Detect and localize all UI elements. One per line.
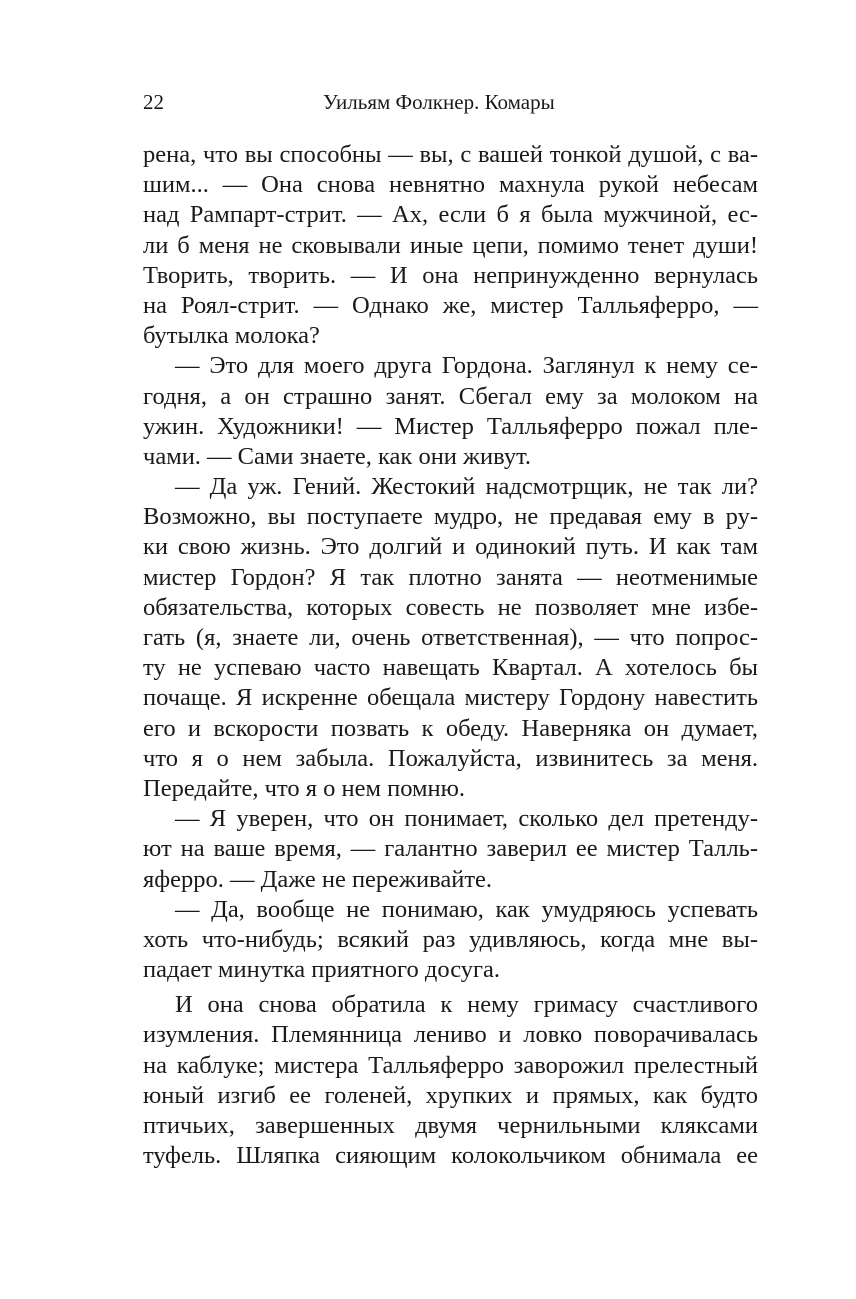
text-line: — Это для моего друга Гордона. Заглянул к нему се-: [175, 352, 758, 380]
text-line: обязательства, которых совесть не позволяет мне избе-: [143, 593, 758, 621]
text-line: яферро. — Даже не переживайте.: [143, 865, 493, 893]
text-line: птичьих, завершенных двумя чернильными кляксами: [143, 1112, 758, 1139]
text-line: что я о нем забыла. Пожалуйста, извинитесь за меня.: [143, 744, 758, 772]
text-line: ки свою жизнь. Это долгий и одинокий путь. И как там: [143, 533, 758, 561]
page-number: 22: [143, 90, 164, 114]
running-title: Уильям Фолкнер. Комары: [323, 90, 555, 114]
text-line: годня, а он страшно занят. Сбегал ему за молоком на: [143, 382, 758, 410]
text-line: — Я уверен, что он понимает, сколько дел претенду-: [175, 805, 758, 833]
text-line: на Роял-стрит. — Однако же, мистер Талльяферро, —: [143, 291, 758, 319]
text-line: бутылка молока?: [143, 322, 320, 350]
text-line: юный изгиб ее голеней, хрупких и прямых, как будто: [143, 1081, 758, 1109]
text-line: чами. — Сами знаете, как они живут.: [143, 442, 532, 470]
text-line: мистер Гордон? Я так плотно занята — неотменимые: [143, 563, 758, 591]
text-line: изумления. Племянница лениво и ловко поворачивалась: [143, 1021, 758, 1049]
body-text: [143, 140, 758, 1171]
text-line: Возможно, вы поступаете мудро, не предавая ему в ру-: [143, 503, 758, 531]
text-line: хоть что-нибудь; всякий раз удивляюсь, когда мне вы-: [143, 925, 758, 953]
text-line: почаще. Я искренне обещала мистеру Гордону навестить: [143, 684, 758, 712]
text-line: шим... — Она снова невнятно махнула рукой небесам: [143, 171, 758, 199]
text-line: ют на ваше время, — галантно заверил ее мистер Талль-: [143, 835, 758, 863]
text-line: Творить, творить. — И она непринужденно вернулась: [143, 261, 758, 289]
text-line: — Да уж. Гений. Жестокий надсмотрщик, не так ли?: [175, 473, 758, 501]
text-line: гать (я, знаете ли, очень ответственная), — что попрос-: [143, 624, 758, 651]
page-header: [143, 90, 758, 120]
text-line: на каблуке; мистера Талльяферро заворожил прелестный: [143, 1051, 758, 1079]
text-line: туфель. Шляпка сияющим колокольчиком обнимала ее: [143, 1142, 758, 1170]
text-line: Передайте, что я о нем помню.: [143, 774, 466, 802]
text-line: падает минутка приятного досуга.: [143, 956, 501, 984]
text-line: его и вскорости позвать к обеду. Наверняка он думает,: [143, 714, 758, 742]
text-line: ту не успеваю часто навещать Квартал. А хотелось бы: [143, 654, 758, 682]
text-line: ли б меня не сковывали иные цепи, помимо тенет души!: [143, 231, 758, 259]
text-line: ужин. Художники! — Мистер Талльяферро пожал пле-: [143, 412, 758, 440]
text-line: — Да, вообще не понимаю, как умудряюсь успевать: [175, 895, 758, 923]
text-line: И она снова обратила к нему гримасу счастливого: [175, 991, 758, 1019]
text-line: рена, что вы способны — вы, с вашей тонкой душой, с ва-: [143, 141, 758, 168]
text-line: над Рампарт-стрит. — Ах, если б я была мужчиной, ес-: [143, 201, 758, 229]
